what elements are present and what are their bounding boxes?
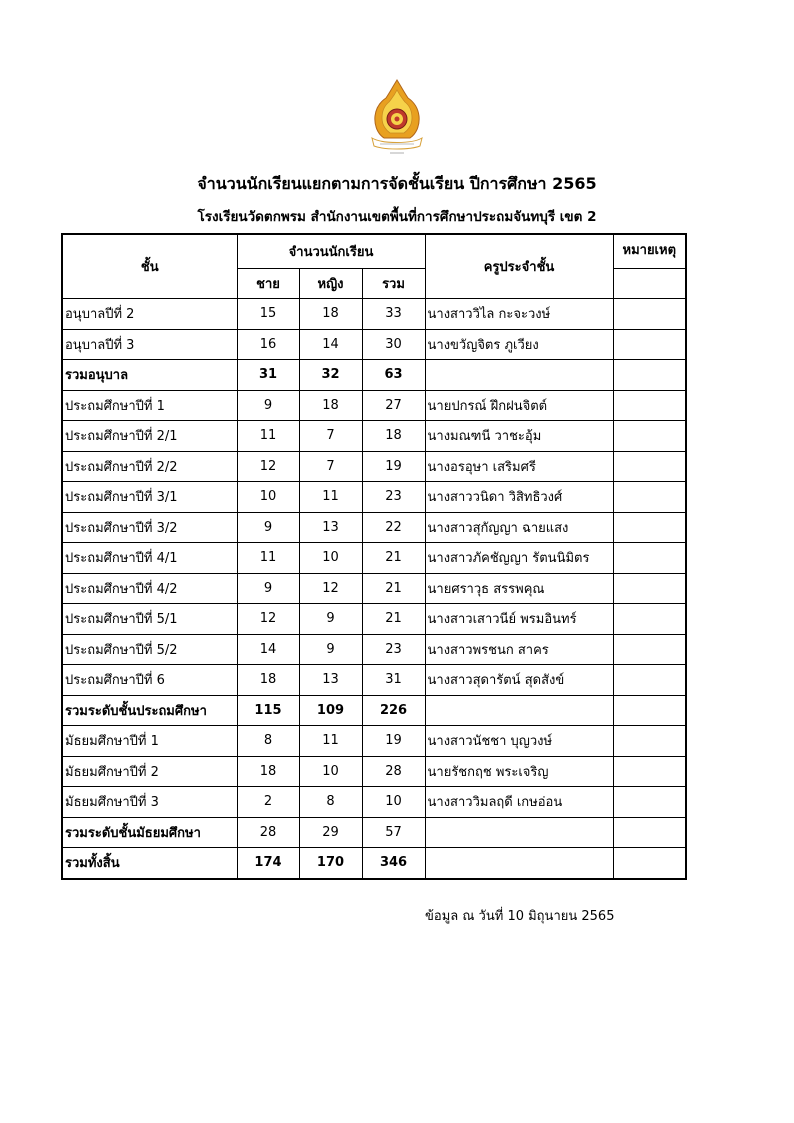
table-row: [62, 482, 686, 513]
female-cell: 32: [299, 360, 362, 391]
female-cell: 18: [299, 299, 362, 330]
grade-header: ชั้น: [62, 234, 237, 299]
male-header: ชาย: [237, 269, 299, 299]
total-cell: 23: [362, 634, 425, 665]
remark-cell: [613, 573, 686, 604]
grade-cell: ประถมศึกษาปีที่ 5/2: [62, 634, 237, 665]
grade-cell: อนุบาลปีที่ 2: [62, 299, 237, 330]
grade-cell: รวมระดับชั้นประถมศึกษา: [62, 695, 237, 726]
grade-cell: รวมระดับชั้นมัธยมศึกษา: [62, 817, 237, 848]
female-cell: 11: [299, 482, 362, 513]
grade-cell: อนุบาลปีที่ 3: [62, 329, 237, 360]
subtotal-row: [62, 817, 686, 848]
table-row: [62, 726, 686, 757]
total-cell: 23: [362, 482, 425, 513]
male-cell: 11: [237, 543, 299, 574]
remark-cell: [613, 604, 686, 635]
subtotal-row: [62, 360, 686, 391]
remark-cell: [613, 329, 686, 360]
male-cell: 16: [237, 329, 299, 360]
teacher-cell: นายศราวุธ สรรพคุณ: [425, 573, 613, 604]
teacher-cell: นางสาวเสาวนีย์ พรมอินทร์: [425, 604, 613, 635]
grade-cell: รวมอนุบาล: [62, 360, 237, 391]
remark-cell: [613, 817, 686, 848]
female-cell: 14: [299, 329, 362, 360]
remark-cell: [613, 634, 686, 665]
male-cell: 12: [237, 604, 299, 635]
remark-cell: [613, 787, 686, 818]
teacher-cell: นางสาววิไล กะจะวงษ์: [425, 299, 613, 330]
remark-cell: [613, 421, 686, 452]
remark-cell: [613, 848, 686, 879]
grand-total-row: [62, 848, 686, 879]
table-row: [62, 634, 686, 665]
teacher-cell: นางสาวนัชชา บุญวงษ์: [425, 726, 613, 757]
table-row: [62, 604, 686, 635]
grade-cell: ประถมศึกษาปีที่ 1: [62, 390, 237, 421]
total-cell: 57: [362, 817, 425, 848]
teacher-cell: นางสาววนิดา วิสิทธิวงศ์: [425, 482, 613, 513]
female-cell: 7: [299, 451, 362, 482]
male-cell: 18: [237, 665, 299, 696]
total-cell: 33: [362, 299, 425, 330]
table-row: [62, 787, 686, 818]
table-row: [62, 451, 686, 482]
male-cell: 12: [237, 451, 299, 482]
total-cell: 30: [362, 329, 425, 360]
teacher-cell: นายปกรณ์ ฝึกฝนจิตต์: [425, 390, 613, 421]
female-cell: 170: [299, 848, 362, 879]
female-cell: 7: [299, 421, 362, 452]
teacher-cell: [425, 817, 613, 848]
teacher-header: ครูประจำชั้น: [425, 234, 613, 299]
teacher-cell: นายรัชกฤช พระเจริญ: [425, 756, 613, 787]
male-cell: 9: [237, 512, 299, 543]
remark-cell: [613, 726, 686, 757]
total-cell: 22: [362, 512, 425, 543]
total-cell: 63: [362, 360, 425, 391]
total-cell: 19: [362, 451, 425, 482]
table-row: [62, 756, 686, 787]
male-cell: 9: [237, 390, 299, 421]
grade-cell: ประถมศึกษาปีที่ 3/1: [62, 482, 237, 513]
total-cell: 18: [362, 421, 425, 452]
male-cell: 9: [237, 573, 299, 604]
teacher-cell: [425, 360, 613, 391]
teacher-cell: [425, 848, 613, 879]
female-cell: 9: [299, 604, 362, 635]
grade-cell: ประถมศึกษาปีที่ 2/1: [62, 421, 237, 452]
remark-cell: [613, 756, 686, 787]
grade-cell: มัธยมศึกษาปีที่ 3: [62, 787, 237, 818]
table-row: [62, 329, 686, 360]
total-cell: 27: [362, 390, 425, 421]
female-cell: 10: [299, 756, 362, 787]
data-date-note: ข้อมูล ณ วันที่ 10 มิถุนายน 2565: [425, 909, 615, 924]
school-emblem-icon: [368, 78, 426, 156]
female-cell: 9: [299, 634, 362, 665]
remark-cell: [613, 665, 686, 696]
table-row: [62, 390, 686, 421]
teacher-cell: นางอรอุษา เสริมศรี: [425, 451, 613, 482]
female-cell: 11: [299, 726, 362, 757]
grade-cell: ประถมศึกษาปีที่ 2/2: [62, 451, 237, 482]
table-row: [62, 543, 686, 574]
grade-cell: ประถมศึกษาปีที่ 4/1: [62, 543, 237, 574]
table-row: [62, 512, 686, 543]
remark-header-blank: [613, 269, 686, 299]
grade-cell: ประถมศึกษาปีที่ 6: [62, 665, 237, 696]
male-cell: 2: [237, 787, 299, 818]
remark-cell: [613, 482, 686, 513]
teacher-cell: นางสาวพรชนก สาคร: [425, 634, 613, 665]
male-cell: 11: [237, 421, 299, 452]
subtotal-row: [62, 695, 686, 726]
grade-cell: ประถมศึกษาปีที่ 3/2: [62, 512, 237, 543]
female-cell: 8: [299, 787, 362, 818]
teacher-cell: นางสาวภัคชัญญา รัตนนิมิตร: [425, 543, 613, 574]
teacher-cell: นางสาวสุดารัตน์ สุดสังข์: [425, 665, 613, 696]
table-row: [62, 665, 686, 696]
remark-cell: [613, 360, 686, 391]
teacher-cell: นางสาวสุกัญญา ฉายแสง: [425, 512, 613, 543]
document-subtitle: โรงเรียนวัดตกพรม สำนักงานเขตพื้นที่การศึกษาประถมจันทบุรี เขต 2: [197, 209, 597, 225]
grade-cell: มัธยมศึกษาปีที่ 1: [62, 726, 237, 757]
remark-cell: [613, 543, 686, 574]
female-header: หญิง: [299, 269, 362, 299]
grade-cell: ประถมศึกษาปีที่ 5/1: [62, 604, 237, 635]
teacher-cell: [425, 695, 613, 726]
remark-cell: [613, 695, 686, 726]
total-cell: 346: [362, 848, 425, 879]
teacher-cell: นางสาววิมลฤดี เกษอ่อน: [425, 787, 613, 818]
total-header: รวม: [362, 269, 425, 299]
document-title: จำนวนนักเรียนแยกตามการจัดชั้นเรียน ปีการศึกษา 2565: [197, 174, 597, 193]
female-cell: 10: [299, 543, 362, 574]
male-cell: 8: [237, 726, 299, 757]
table-row: [62, 573, 686, 604]
male-cell: 174: [237, 848, 299, 879]
male-cell: 28: [237, 817, 299, 848]
total-cell: 31: [362, 665, 425, 696]
female-cell: 109: [299, 695, 362, 726]
students-header: จำนวนนักเรียน: [237, 234, 425, 269]
total-cell: 10: [362, 787, 425, 818]
male-cell: 14: [237, 634, 299, 665]
teacher-cell: นางขวัญจิตร ภูเวียง: [425, 329, 613, 360]
male-cell: 31: [237, 360, 299, 391]
remark-cell: [613, 299, 686, 330]
total-cell: 21: [362, 604, 425, 635]
grade-cell: ประถมศึกษาปีที่ 4/2: [62, 573, 237, 604]
teacher-cell: นางมณฑนี วาชะอุ้ม: [425, 421, 613, 452]
female-cell: 13: [299, 512, 362, 543]
remark-cell: [613, 451, 686, 482]
male-cell: 15: [237, 299, 299, 330]
grade-cell: มัธยมศึกษาปีที่ 2: [62, 756, 237, 787]
remark-header: หมายเหตุ: [613, 234, 686, 269]
total-cell: 21: [362, 543, 425, 574]
male-cell: 115: [237, 695, 299, 726]
student-roster-table: [61, 233, 687, 880]
male-cell: 18: [237, 756, 299, 787]
total-cell: 19: [362, 726, 425, 757]
grade-cell: รวมทั้งสิ้น: [62, 848, 237, 879]
female-cell: 12: [299, 573, 362, 604]
table-row: [62, 299, 686, 330]
female-cell: 29: [299, 817, 362, 848]
total-cell: 21: [362, 573, 425, 604]
table-row: [62, 421, 686, 452]
remark-cell: [613, 390, 686, 421]
male-cell: 10: [237, 482, 299, 513]
total-cell: 226: [362, 695, 425, 726]
female-cell: 13: [299, 665, 362, 696]
female-cell: 18: [299, 390, 362, 421]
remark-cell: [613, 512, 686, 543]
total-cell: 28: [362, 756, 425, 787]
